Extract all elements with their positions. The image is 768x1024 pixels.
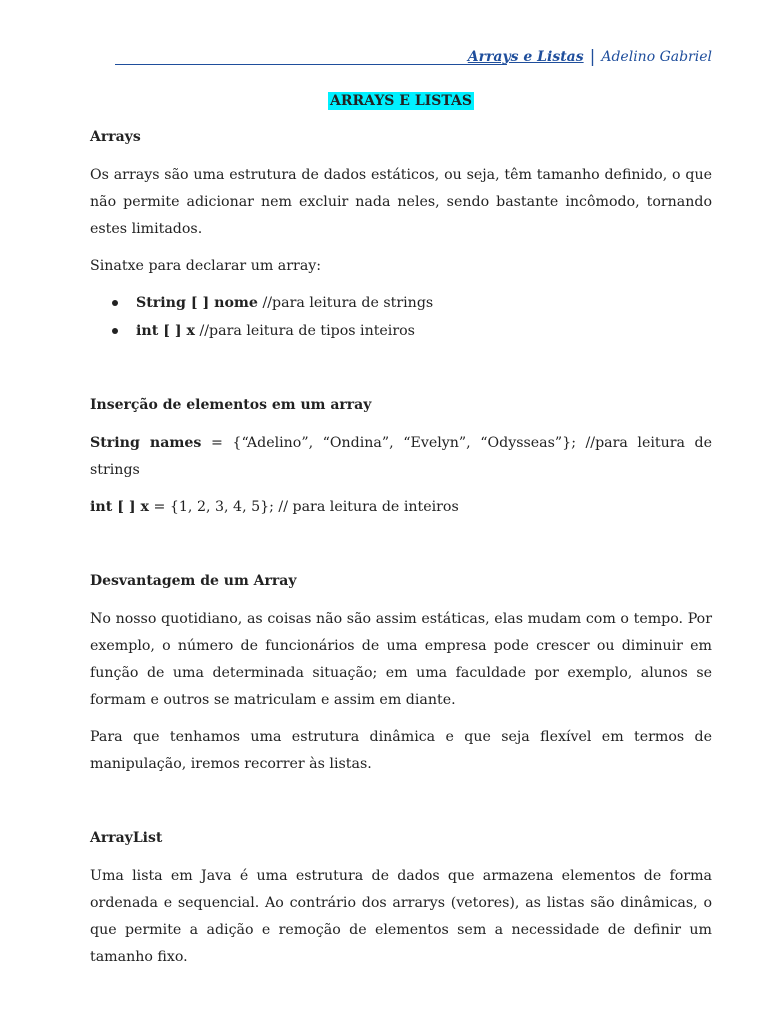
paragraph-insertion-strings <box>90 430 712 484</box>
heading-arrays: Arrays <box>90 129 141 145</box>
header-author: Adelino Gabriel <box>601 49 712 65</box>
paragraph-insertion-ints <box>90 494 712 521</box>
paragraph-disadvantage-2: Para que tenhamos uma estrutura dinâmica e que seja flexível em termos de manipulação, iremos recorrer às listas. <box>90 729 712 772</box>
header-rule <box>115 64 507 65</box>
heading-insertion: Inserção de elementos em um array <box>90 397 372 413</box>
document-title <box>90 90 712 112</box>
code-rest: = {1, 2, 3, 4, 5}; // para leitura de inteiros <box>148 499 459 515</box>
syntax-list <box>90 289 712 345</box>
paragraph-arraylist: Uma lista em Java é uma estrutura de dados que armazena elementos de forma ordenada e sequencial. Ao contrário dos arrarys (vetores), as listas são dinâmicas, o que permite a adição e remoção de elementos sem a necessidade de definir um tamanho fixo. <box>90 868 712 965</box>
code-label: String [ ] nome <box>136 295 258 311</box>
list-item <box>90 317 712 345</box>
document-title-text: ARRAYS E LISTAS <box>330 93 472 109</box>
header-separator: | <box>589 47 596 67</box>
paragraph-disadvantage-1: No nosso quotidiano, as coisas não são assim estáticas, elas mudam com o tempo. Por exemplo, o número de funcionários de uma empresa pode crescer ou diminuir em função de uma determinada situação; em uma faculdade por exemplo, alunos se formam e outros se matriculam e assim em diante. <box>90 611 712 708</box>
paragraph-arrays: Os arrays são uma estrutura de dados estáticos, ou seja, têm tamanho definido, o que não permite adicionar nem excluir nada neles, sendo bastante incômodo, tornando estes limitados. <box>90 167 712 237</box>
code-label: String names <box>90 435 202 451</box>
header-text <box>468 47 712 67</box>
heading-disadvantage: Desvantagem de um Array <box>90 573 297 589</box>
page-header <box>115 43 712 69</box>
code-label: int [ ] x <box>136 323 195 339</box>
list-item <box>90 289 712 317</box>
header-title: Arrays e Listas <box>467 49 584 65</box>
code-label: int [ ] x <box>90 499 149 515</box>
code-comment: //para leitura de tipos inteiros <box>194 323 415 339</box>
paragraph-syntax-intro: Sinatxe para declarar um array: <box>90 258 322 274</box>
document-body <box>90 90 712 971</box>
bullet-icon <box>112 328 118 334</box>
heading-arraylist: ArrayList <box>90 830 163 846</box>
code-comment: //para leitura de strings <box>257 295 434 311</box>
code-rest: = {“Adelino”, “Ondina”, “Evelyn”, “Odysseas”}; //para leitura de strings <box>90 435 712 478</box>
bullet-icon <box>112 300 118 306</box>
